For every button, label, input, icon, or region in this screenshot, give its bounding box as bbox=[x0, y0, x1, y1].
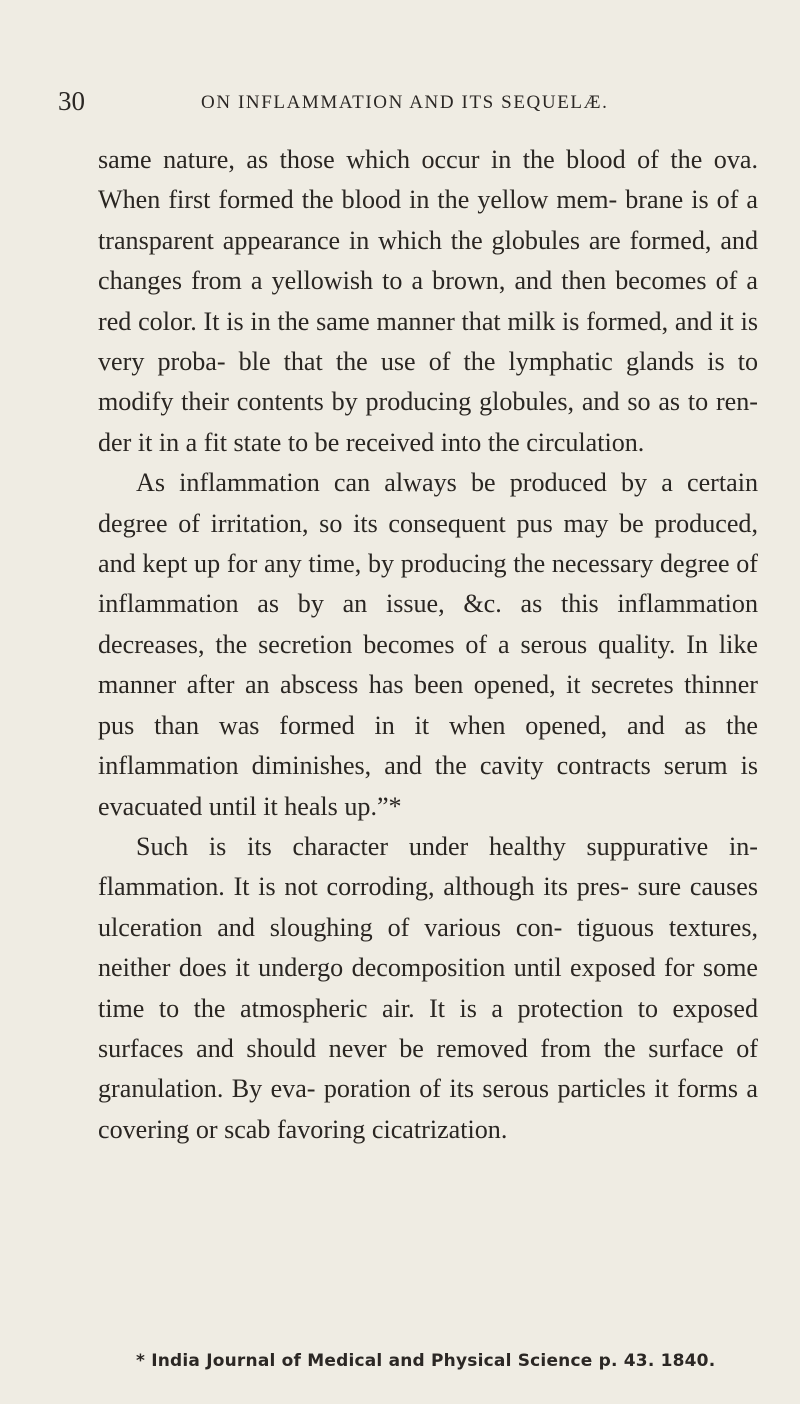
footnote: * India Journal of Medical and Physical Science p. 43. 1840. bbox=[136, 1351, 716, 1371]
running-head bbox=[58, 86, 758, 116]
paragraph-1: same nature, as those which occur in the blood of the ova. When first formed the blood in the yellow mem- brane is of a transparent appearance in which the globules are formed, and changes from a yellowish to a brown, and then becomes of a red color. It is in the same manner that milk is formed, and it is very proba- ble that the use of the lymphatic glands is to modify their contents by producing globules, and so as to ren- der it in a fit state to be received into the circulation. bbox=[98, 145, 758, 457]
page-heading: ON INFLAMMATION AND ITS SEQUELÆ. bbox=[201, 92, 609, 113]
paragraph-2: As inflammation can always be produced by a certain degree of irritation, so its consequent pus may be produced, and kept up for any time, by producing the necessary degree of inflammation as by an issue, &c. as this inflammation decreases, the secretion becomes of a serous quality. In like manner after an abscess has been opened, it secretes thinner pus than was formed in it when opened, and as the inflammation diminishes, and the cavity contracts serum is evacuated until it heals up.”* bbox=[98, 468, 758, 821]
page-number: 30 bbox=[58, 86, 85, 116]
paragraph-3: Such is its character under healthy suppurative in- flammation. It is not corroding, although its pres- sure causes ulceration and sloughing of various con- tiguous textures, neither does it undergo decomposition until exposed for some time to the atmospheric air. It is a protection to exposed surfaces and should never be removed from the surface of granulation. By eva- poration of its serous particles it forms a covering or scab favoring cicatrization. bbox=[98, 831, 758, 1144]
body-text bbox=[98, 140, 758, 1150]
